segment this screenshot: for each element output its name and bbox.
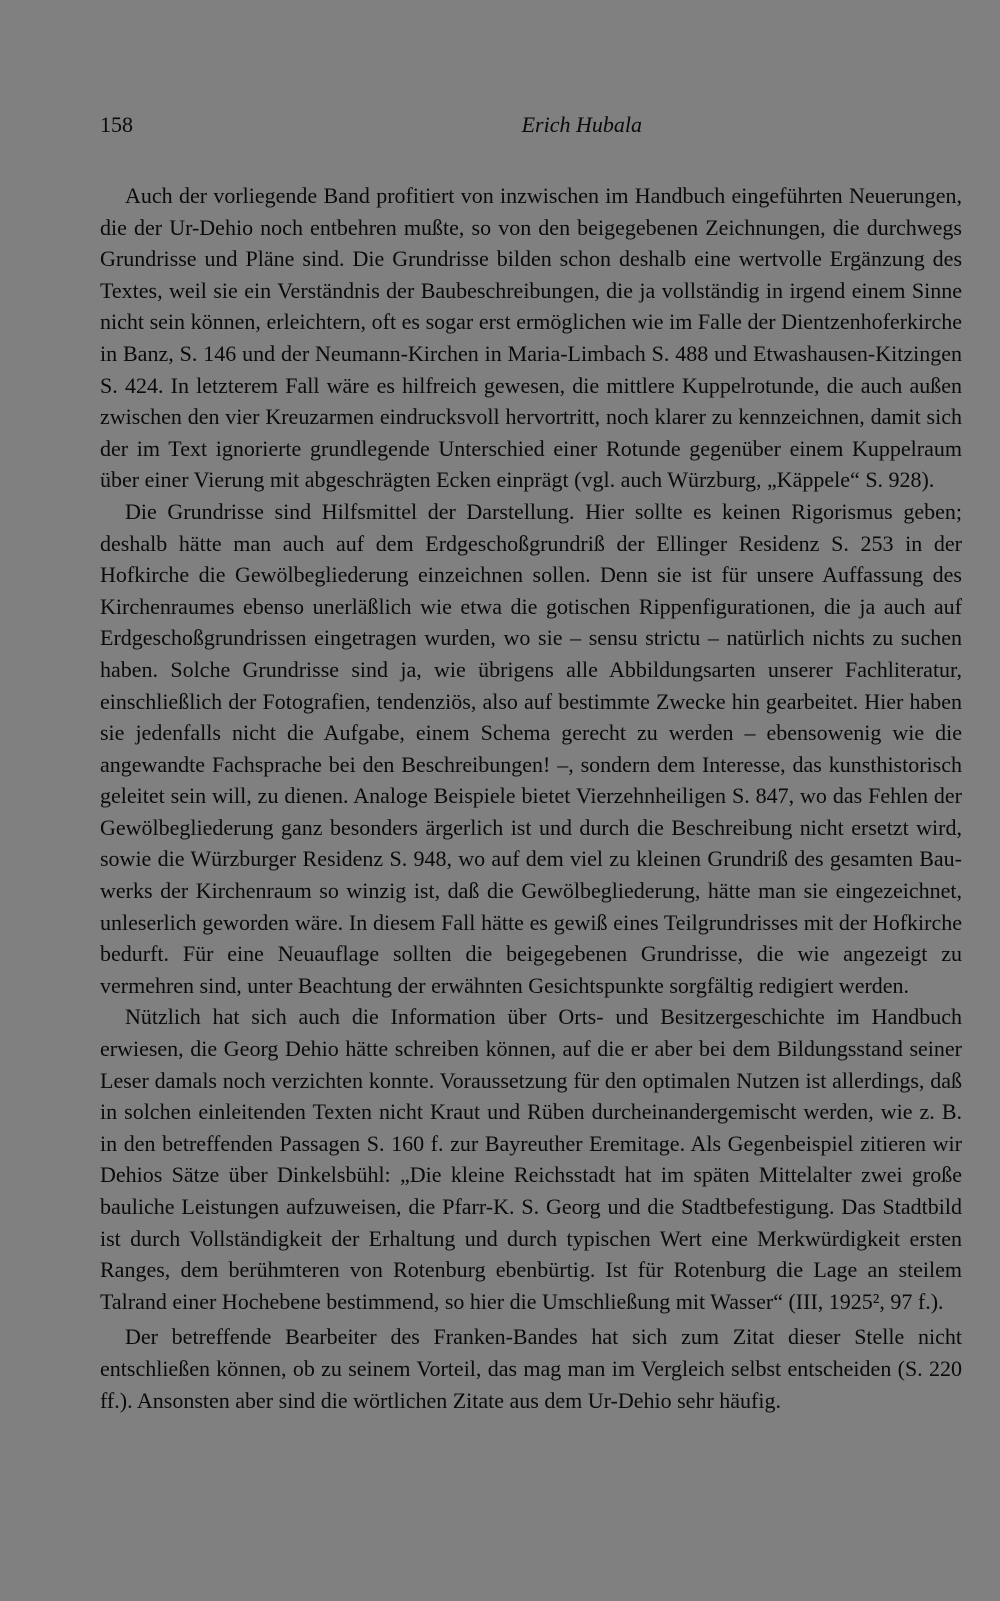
paragraph: Nützlich hat sich auch die Information über Orts- und Besitzergeschichte im Handbuch erwiesen, die Georg Dehio hätte schreiben können, auf die er aber bei dem Bildungsstand seiner Leser damals noch verzichten konnte. Voraussetzung für den optimalen Nutzen ist allerdings, daß in solchen einleitenden Texten nicht Kraut und Rüben durcheinandergemischt werden, wie z. B. in den betreffenden Passagen S. 160 f. zur Bayreuther Eremitage. Als Gegenbeispiel zitieren wir Dehios Sätze über Dinkelsbühl: „Die kleine Reichsstadt hat im späten Mittelalter zwei große bauliche Leistungen aufzuweisen, die Pfarr-K. S. Georg und die Stadtbefestigung. Das Stadtbild ist durch Vollständigkeit der Erhaltung und durch typischen Wert eine Merkwürdigkeit ersten Ranges, dem berühmteren von Rotenburg ebenbürtig. Ist für Rotenburg die Lage an steilem Talrand einer Hochebene bestimmend, so hier die Umschließung mit Wasser“ (III, 1925², 97 f.). [100, 1004, 962, 1314]
running-title: Erich Hubala [521, 112, 642, 137]
paragraph: Die Grundrisse sind Hilfsmittel der Darstellung. Hier sollte es keinen Rigorismus geben; deshalb hätte man auch auf dem Erdgeschoßgrundriß der Ellinger Residenz S. 253 in der Hofkirche die Gewölbegliederung einzeichnen sollen. Denn sie ist für unsere Auffassung des Kirchenraumes ebenso unerläßlich wie etwa die gotischen Rippenfigurationen, die ja auch auf Erdgeschoßgrundrissen eingetragen wurden, wo sie – sensu strictu – natürlich nichts zu suchen haben. Solche Grundrisse sind ja, wie übrigens alle Abbildungsarten unserer Fachliteratur, einschließlich der Fotografien, tendenziös, also auf bestimmte Zwecke hin gearbeitet. Hier haben sie jedenfalls nicht die Aufgabe, einem Schema gerecht zu werden – ebensowenig wie die angewandte Fachsprache bei den Beschreibungen! –, sondern dem Interesse, das kunsthistorisch geleitet sein will, zu dienen. Analoge Beispiele bietet Vierzehnheiligen S. 847, wo das Fehlen der Gewölbegliederung ganz besonders ärgerlich ist und durch die Beschreibung nicht ersetzt wird, sowie die Würzburger Residenz S. 948, wo auf dem viel zu kleinen Grundriß des gesamten Bauwerks der Kirchenraum so winzig ist, daß die Gewölbegliederung, hätte man sie eingezeichnet, unleserlich geworden wäre. In diesem Fall hätte es gewiß eines Teilgrundrisses mit der Hofkirche bedurft. Für eine Neuauflage sollten die beigegebenen Grundrisse, die wie angezeigt zu vermehren sind, unter Beachtung der erwähnten Gesichtspunkte sorgfältig redigiert werden. [100, 498, 962, 998]
paragraph: Der betreffende Bearbeiter des Franken-Bandes hat sich zum Zitat dieser Stelle nicht entschließen können, ob zu seinem Vorteil, das mag man im Vergleich selbst entscheiden (S. 220 ff.). Ansonsten aber sind die wörtlichen Zitate aus dem Ur-Dehio sehr häufig. [100, 1324, 962, 1413]
paragraph: Auch der vorliegende Band profitiert von inzwischen im Handbuch eingeführten Neuerungen, die der Ur-Dehio noch entbehren mußte, so von den beigegebenen Zeichnungen, die durchwegs Grundrisse und Pläne sind. Die Grundrisse bilden schon deshalb eine wertvolle Ergänzung des Textes, weil sie ein Verständnis der Baubeschreibungen, die ja vollständig in irgend einem Sinne nicht sein können, erleichtern, oft es sogar erst ermöglichen wie im Falle der Dientzenhoferkirche in Banz, S. 146 und der Neumann-Kirchen in Maria-Limbach S. 488 und Etwashausen-Kitzingen S. 424. In letzterem Fall wäre es hilfreich gewesen, die mittlere Kuppelrotunde, die auch außen zwischen den vier Kreuzarmen eindrucksvoll hervortritt, noch klarer zu kennzeichnen, damit sich der im Text ignorierte grundlegende Unterschied einer Rotunde gegenüber einem Kuppelraum über einer Vierung mit abgeschrägten Ecken einprägt (vgl. auch Würzburg, „Käppele“ S. 928). [100, 183, 962, 493]
body-text [100, 180, 962, 1416]
page-number: 158 [100, 112, 133, 137]
page-header [100, 112, 642, 142]
